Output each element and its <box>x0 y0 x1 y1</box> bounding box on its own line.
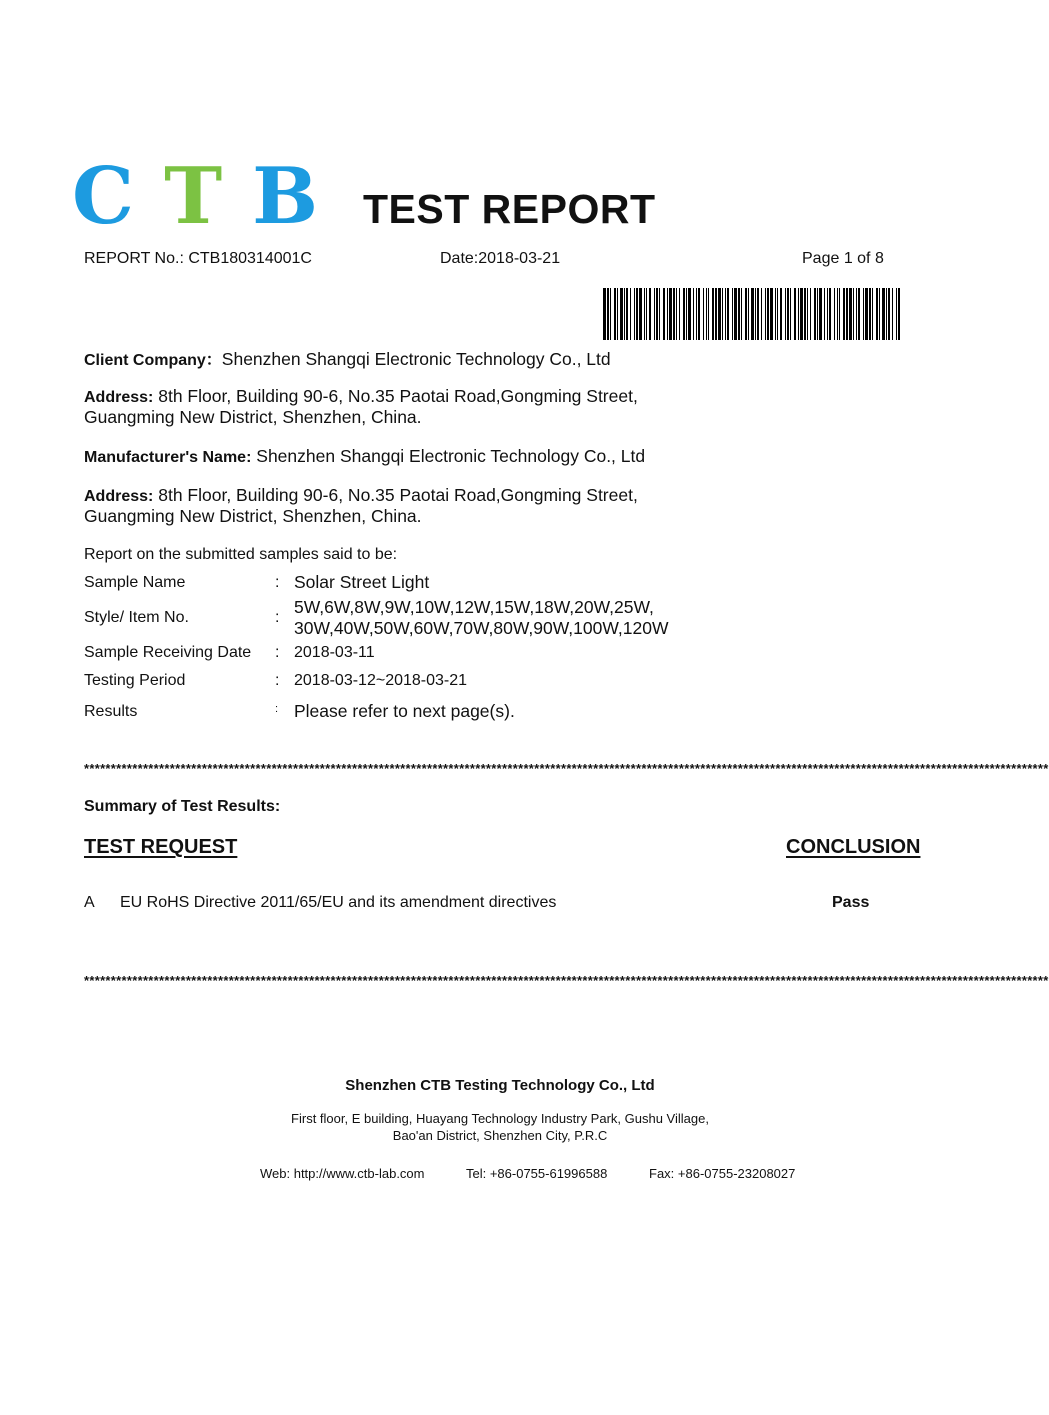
manufacturer-name <box>84 446 645 467</box>
style-item-value-line2: 30W,40W,50W,60W,70W,80W,90W,100W,120W <box>294 618 669 638</box>
testing-period-colon: : <box>275 672 280 689</box>
manufacturer-name-value: Shenzhen Shangqi Electronic Technology Co., Ltd <box>256 446 646 466</box>
ctb-logo <box>72 151 321 242</box>
results-colon: : <box>275 703 279 715</box>
report-date: Date:2018-03-21 <box>440 250 561 267</box>
logo-letter-b: B <box>252 151 321 242</box>
client-address <box>84 386 638 407</box>
manufacturer-address-line2: Guangming New District, Shenzhen, China. <box>84 506 422 526</box>
samples-intro: Report on the submitted samples said to be: <box>84 546 398 563</box>
manufacturer-address-label: Address: <box>84 488 154 505</box>
separator-top: ************************************************************************************************************************************************************************************ <box>84 761 1049 776</box>
footer-company: Shenzhen CTB Testing Technology Co., Ltd <box>345 1077 655 1094</box>
style-item-label: Style/ Item No. <box>84 609 189 626</box>
sample-name-value: Solar Street Light <box>294 572 430 592</box>
page-indicator: Page 1 of 8 <box>802 250 884 267</box>
client-company-value: Shenzhen Shangqi Electronic Technology Co., Ltd <box>221 349 611 369</box>
style-item-value-line1: 5W,6W,8W,9W,10W,12W,15W,18W,20W,25W, <box>294 597 654 617</box>
report-number: REPORT No.: CTB180314001C <box>84 250 312 267</box>
client-company <box>84 347 611 370</box>
footer-web: Web: http://www.ctb-lab.com <box>260 1166 425 1181</box>
results-value: Please refer to next page(s). <box>294 701 515 721</box>
test-item-conclusion: Pass <box>832 894 870 911</box>
client-address-line2: Guangming New District, Shenzhen, China. <box>84 407 422 427</box>
test-item-request: EU RoHS Directive 2011/65/EU and its amendment directives <box>120 894 557 911</box>
footer-fax: Fax: +86-0755-23208027 <box>649 1166 796 1181</box>
manufacturer-name-label: Manufacturer's Name: <box>84 449 252 466</box>
separator-bottom: ************************************************************************************************************************************************************************************ <box>84 973 1049 988</box>
conclusion-header: CONCLUSION <box>786 836 921 858</box>
results-label: Results <box>84 703 138 720</box>
sample-name-label: Sample Name <box>84 574 186 591</box>
footer-tel: Tel: +86-0755-61996588 <box>466 1166 608 1181</box>
receiving-date-value: 2018-03-11 <box>294 644 375 661</box>
page-title: TEST REPORT <box>363 186 656 232</box>
client-company-label: Client Company： <box>84 352 222 369</box>
manufacturer-address <box>84 485 638 506</box>
style-item-colon: : <box>275 609 280 626</box>
receiving-date-label: Sample Receiving Date <box>84 644 252 661</box>
footer-address-line2: Bao'an District, Shenzhen City, P.R.C <box>392 1128 608 1143</box>
logo-letter-c: C <box>72 151 137 242</box>
test-request-header: TEST REQUEST <box>84 836 238 858</box>
receiving-date-colon: : <box>275 644 280 661</box>
logo-letter-t: T <box>164 151 225 242</box>
manufacturer-address-line1: 8th Floor, Building 90-6, No.35 Paotai Road,Gongming Street, <box>158 485 638 505</box>
summary-heading: Summary of Test Results: <box>84 798 281 815</box>
test-item-id: A <box>84 894 95 911</box>
testing-period-label: Testing Period <box>84 672 186 689</box>
client-address-label: Address: <box>84 389 154 406</box>
sample-name-colon: : <box>275 574 280 591</box>
client-address-line1: 8th Floor, Building 90-6, No.35 Paotai Road,Gongming Street, <box>158 386 638 406</box>
testing-period-value: 2018-03-12~2018-03-21 <box>294 672 468 689</box>
barcode <box>603 288 900 340</box>
footer-address-line1: First floor, E building, Huayang Technology Industry Park, Gushu Village, <box>291 1111 709 1126</box>
